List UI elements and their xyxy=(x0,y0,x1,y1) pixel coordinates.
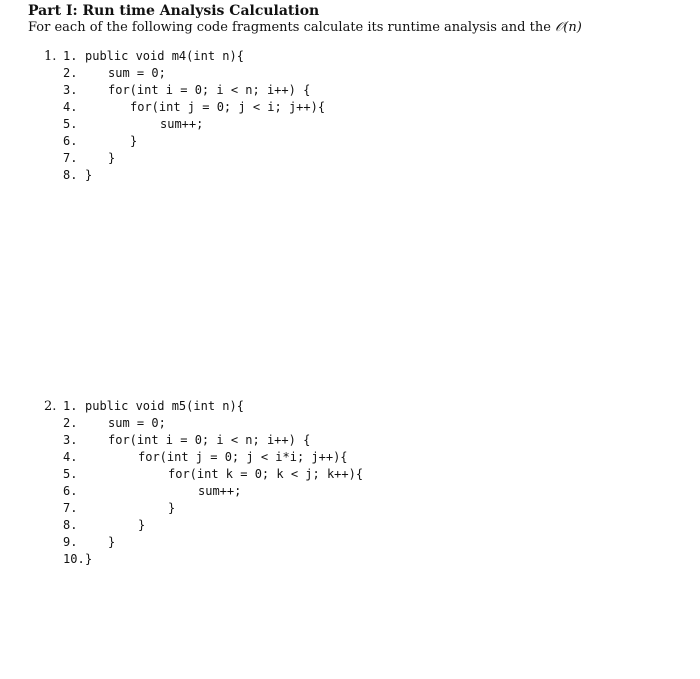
line-number: 8. xyxy=(63,518,78,532)
line-code: for(int j = 0; j < i; j++){ xyxy=(130,100,326,114)
line-code: public void m5(int n){ xyxy=(85,399,244,413)
instructions-sentence: For each of the following code fragments calculate its runtime analysis and the xyxy=(28,20,551,35)
line-code: } xyxy=(108,535,116,549)
line-number: 8. xyxy=(63,168,78,182)
line-code: } xyxy=(108,151,116,165)
line-code: for(int i = 0; i < n; i++) { xyxy=(108,83,311,97)
line-number: 2. xyxy=(63,416,78,430)
line-number: 6. xyxy=(63,484,78,498)
line-code: } xyxy=(168,501,176,515)
line-code: } xyxy=(85,168,93,182)
line-number: 3. xyxy=(63,83,78,97)
line-code: for(int k = 0; k < j; k++){ xyxy=(168,467,364,481)
line-code: } xyxy=(130,134,138,148)
big-o-notation: 𝒪(n) xyxy=(555,20,582,35)
line-number: 5. xyxy=(63,467,78,481)
line-code: public void m4(int n){ xyxy=(85,49,244,63)
line-number: 7. xyxy=(63,151,78,165)
instructions-text xyxy=(28,20,582,35)
line-number: 4. xyxy=(63,100,78,114)
line-number: 7. xyxy=(63,501,78,515)
line-number: 5. xyxy=(63,117,78,131)
line-number: 10. xyxy=(63,552,85,566)
line-code: for(int j = 0; j < i*i; j++){ xyxy=(138,450,348,464)
page-title: Part I: Run time Analysis Calculation xyxy=(28,3,320,19)
line-code: for(int i = 0; i < n; i++) { xyxy=(108,433,311,447)
line-number: 3. xyxy=(63,433,78,447)
line-number: 1. xyxy=(63,399,78,413)
line-code: sum = 0; xyxy=(108,416,166,430)
line-code: sum = 0; xyxy=(108,66,166,80)
line-number: 4. xyxy=(63,450,78,464)
line-code: sum++; xyxy=(160,117,204,131)
line-number: 6. xyxy=(63,134,78,148)
line-code: } xyxy=(85,552,93,566)
line-number: 2. xyxy=(63,66,78,80)
line-number: 1. xyxy=(63,49,78,63)
line-code: sum++; xyxy=(198,484,242,498)
problem-number: 2. xyxy=(44,399,57,414)
line-number: 9. xyxy=(63,535,78,549)
line-code: } xyxy=(138,518,146,532)
problem-number: 1. xyxy=(44,49,57,64)
